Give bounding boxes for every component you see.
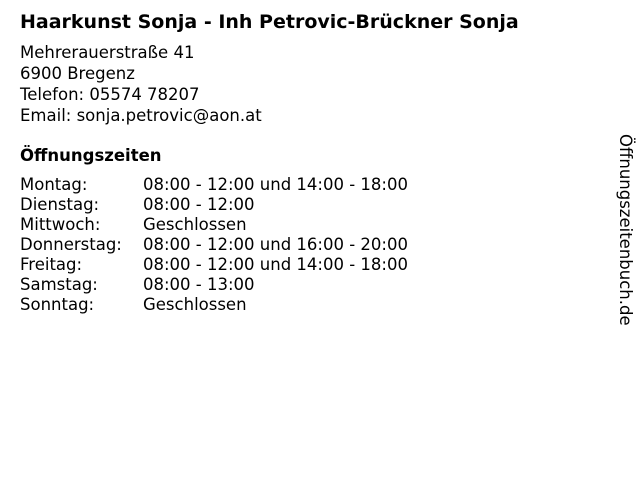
day-label: Dienstag: — [20, 195, 100, 214]
time-value: 08:00 - 12:00 — [143, 195, 255, 214]
day-label: Montag: — [20, 175, 88, 194]
opening-hours-heading: Öffnungszeiten — [20, 146, 162, 165]
day-label: Mittwoch: — [20, 215, 101, 234]
day-label: Sonntag: — [20, 295, 95, 314]
site-watermark: Öffnungszeitenbuch.de — [616, 134, 635, 326]
city-address: 6900 Bregenz — [20, 64, 135, 83]
hours-row-tuesday — [20, 195, 600, 215]
street-address: Mehrerauerstraße 41 — [20, 43, 195, 62]
day-label: Donnerstag: — [20, 235, 122, 254]
hours-row-monday — [20, 175, 600, 195]
time-value: 08:00 - 12:00 und 14:00 - 18:00 — [143, 175, 408, 194]
hours-row-saturday — [20, 275, 600, 295]
time-value: Geschlossen — [143, 295, 247, 314]
time-value: 08:00 - 13:00 — [143, 275, 255, 294]
contact-block — [20, 42, 600, 126]
business-name: Haarkunst Sonja - Inh Petrovic-Brückner Sonja — [20, 11, 519, 33]
time-value: 08:00 - 12:00 und 14:00 - 18:00 — [143, 255, 408, 274]
opening-hours-table — [20, 175, 600, 315]
email-address: Email: sonja.petrovic@aon.at — [20, 106, 262, 125]
business-card — [20, 10, 600, 315]
day-label: Freitag: — [20, 255, 83, 274]
hours-row-friday — [20, 255, 600, 275]
hours-row-thursday — [20, 235, 600, 255]
hours-row-wednesday — [20, 215, 600, 235]
hours-row-sunday — [20, 295, 600, 315]
time-value: 08:00 - 12:00 und 16:00 - 20:00 — [143, 235, 408, 254]
phone-number: Telefon: 05574 78207 — [20, 85, 200, 104]
day-label: Samstag: — [20, 275, 98, 294]
time-value: Geschlossen — [143, 215, 247, 234]
